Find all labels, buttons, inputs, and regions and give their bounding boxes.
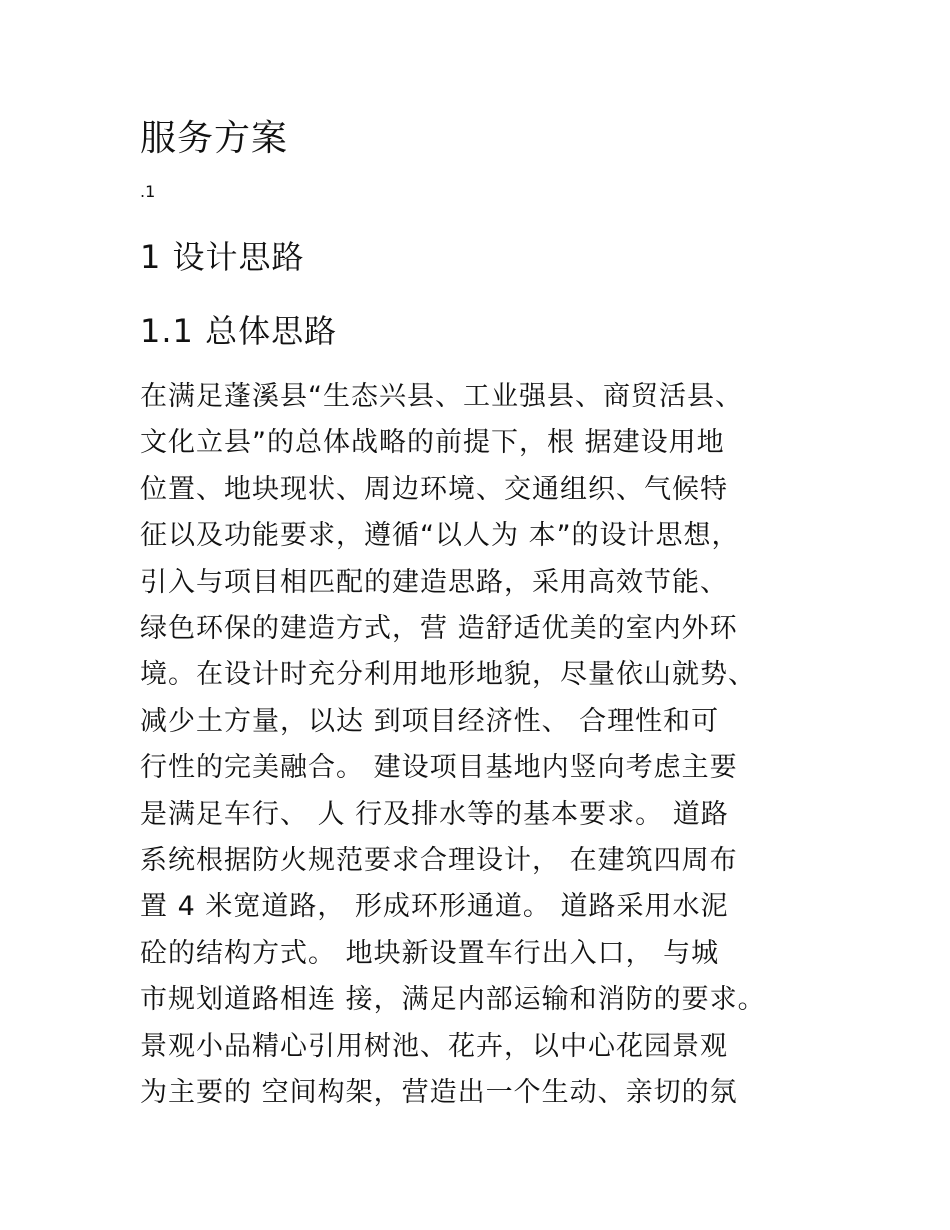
paragraph-line: 位置、地块现状、周边环境、交通组织、气候特 [140,473,728,505]
section-heading: 1 设计思路 [140,238,305,276]
paragraph-line: 征以及功能要求，遵循“以人为 本”的设计思想， [140,520,740,552]
paragraph-line: 引入与项目相匹配的建造思路，采用高效节能、 [140,566,728,598]
paragraph-line: 境。在设计时充分利用地形地貌，尽量依山就势、 [140,659,756,691]
paragraph-line: 是满足车行、 人 行及排水等的基本要求。 道路 [140,798,729,830]
subsection-heading: 1.1 总体思路 [140,312,338,350]
paragraph-line: 为主要的 空间构架，营造出一个生动、亲切的氛 [140,1077,738,1109]
paragraph-line: 砼的结构方式。 地块新设置车行出入口， 与城 [140,937,720,969]
paragraph-line: 置 4 米宽道路， 形成环形通道。 道路采用水泥 [140,891,729,923]
paragraph-line: 系统根据防火规范要求合理设计， 在建筑四周布 [140,845,738,877]
paragraph-line: 景观小品精心引用树池、花卉，以中心花园景观 [140,1030,728,1062]
paragraph-line: 市规划道路相连 接，满足内部运输和消防的要求。 [140,984,766,1016]
document-title: 服务方案 [140,118,289,159]
page-marker: .1 [140,182,156,201]
paragraph-line: 在满足蓬溪县“生态兴县、工业强县、商贸活县、 [140,381,743,412]
paragraph-line: 绿色环保的建造方式，营 造舒适优美的室内外环 [140,613,738,645]
paragraph-line: 行性的完美融合。 建设项目基地内竖向考虑主要 [140,752,738,784]
body-paragraph [140,374,840,1117]
paragraph-line: 减少土方量，以达 到项目经济性、 合理性和可 [140,705,720,737]
paragraph-line: 文化立县”的总体战略的前提下，根 据建设用地 [140,427,725,459]
